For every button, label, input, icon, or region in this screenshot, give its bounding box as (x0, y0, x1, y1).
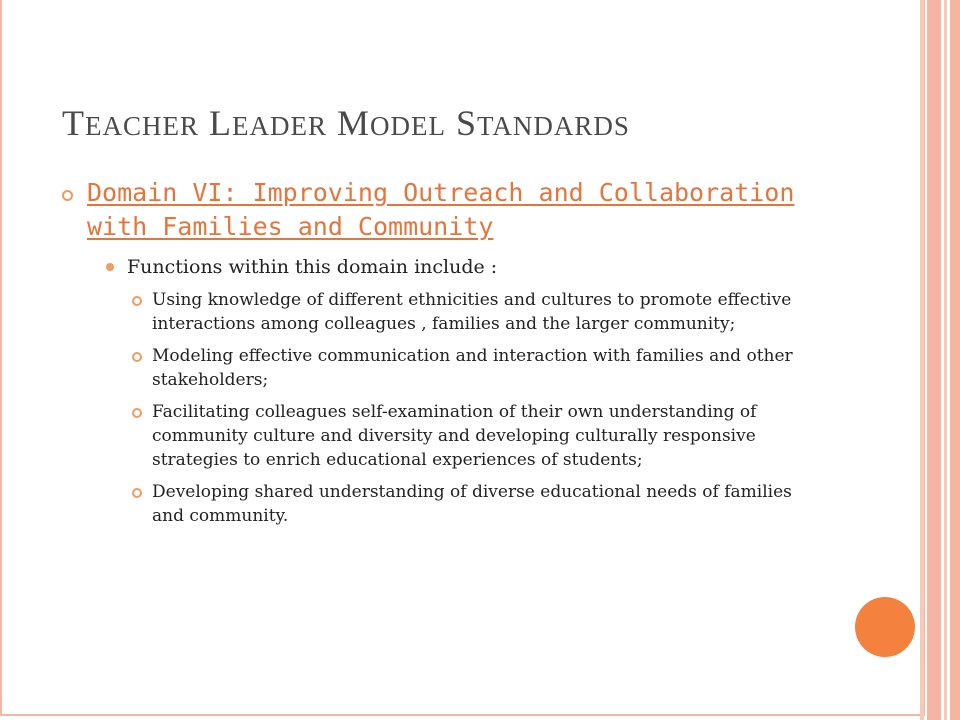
function-text: Developing shared understanding of diverse educational needs of families and community. (152, 482, 792, 526)
title-word-3: MODEL (337, 103, 446, 143)
functions-intro-item (106, 254, 832, 280)
slide-content (62, 176, 832, 536)
function-text: Facilitating colleagues self-examination of their own understanding of community culture and diversity and developing culturally responsive strategies to enrich educational experiences of students; (152, 402, 757, 470)
function-item (132, 288, 812, 336)
slide-title (62, 102, 630, 144)
decorative-stripes (920, 0, 960, 720)
function-text: Modeling effective communication and interaction with families and other stakeholders; (152, 346, 793, 390)
functions-intro-text: Functions within this domain include : (127, 256, 498, 278)
title-word-4: STANDARDS (456, 103, 630, 143)
function-item (132, 480, 812, 528)
domain-link[interactable]: Domain VI: Improving Outreach and Collaboration with Families and Community (87, 178, 795, 241)
decorative-circle (855, 597, 915, 657)
ring-bullet-icon (132, 296, 142, 306)
dot-bullet-icon (106, 263, 114, 271)
domain-bullet (62, 176, 832, 244)
function-item (132, 400, 812, 472)
ring-bullet-icon (132, 408, 142, 418)
function-item (132, 344, 812, 392)
title-word-1: TEACHER (62, 103, 199, 143)
ring-bullet-icon (132, 488, 142, 498)
function-text: Using knowledge of different ethnicities and cultures to promote effective interactions among colleagues , families and the larger community; (152, 290, 792, 334)
ring-bullet-icon (62, 190, 73, 201)
ring-bullet-icon (132, 352, 142, 362)
functions-list (132, 288, 812, 528)
title-word-2: LEADER (209, 103, 327, 143)
